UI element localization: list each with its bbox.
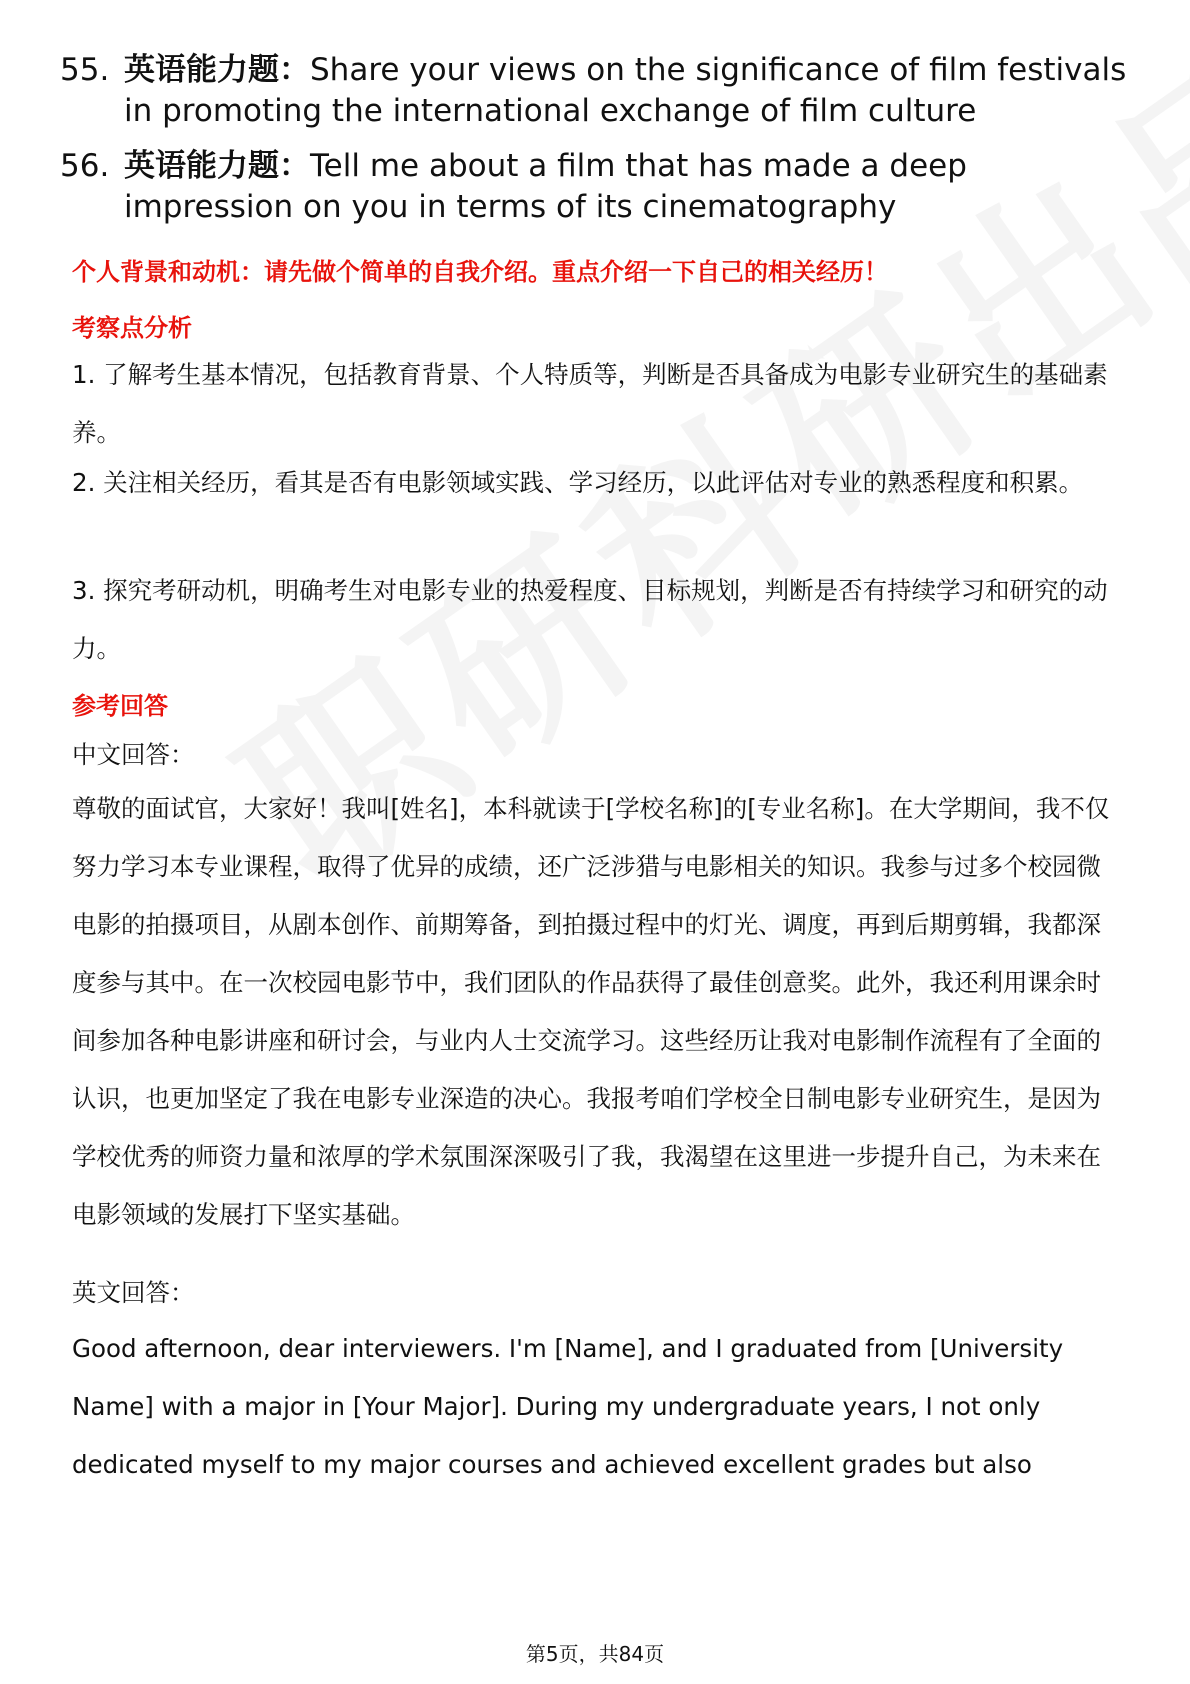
section-title: 个人背景和动机：请先做个简单的自我介绍。重点介绍一下自己的相关经历！ (72, 258, 888, 286)
question-56 (60, 146, 1140, 228)
chinese-answer-label: 中文回答： (72, 740, 195, 769)
question-label: 英语能力题： (124, 52, 310, 88)
analysis-point-1: 1. 了解考生基本情况，包括教育背景、个人特质等，判断是否具备成为电影专业研究生的基础素养。 (72, 360, 1108, 447)
question-number: 56. (60, 148, 110, 184)
analysis-point-3: 3. 探究考研动机，明确考生对电影专业的热爱程度、目标规划，判断是否有持续学习和研究的动力。 (72, 576, 1108, 663)
question-label: 英语能力题： (124, 148, 310, 184)
question-body (124, 146, 1140, 228)
analysis-heading: 考察点分析 (72, 314, 192, 342)
analysis-point-2: 2. 关注相关经历，看其是否有电影领域实践、学习经历，以此评估对专业的熟悉程度和积累。 (72, 468, 1084, 497)
page-footer: 第5页，共84页 (525, 1642, 665, 1666)
question-text: Share your views on the significance of film festivals in promoting the international exchange of film culture (124, 52, 1127, 129)
english-answer-text: Good afternoon, dear interviewers. I'm [Name], and I graduated from [University Name] with a major in [Your Major]. During my undergraduate years, I not only dedicated myself to my major courses and achieved excellent grades but also (72, 1334, 1064, 1479)
english-answer-label: 英文回答： (72, 1278, 195, 1307)
question-55 (60, 50, 1140, 132)
reference-heading: 参考回答 (72, 692, 168, 720)
question-number: 55. (60, 52, 110, 88)
question-body (124, 50, 1140, 132)
chinese-answer-text: 尊敬的面试官，大家好！我叫[姓名]，本科就读于[学校名称]的[专业名称]。在大学期间，我不仅努力学习本专业课程，取得了优异的成绩，还广泛涉猎与电影相关的知识。我参与过多个校园微电影的拍摄项目，从剧本创作、前期筹备，到拍摄过程中的灯光、调度，再到后期剪辑，我都深度参与其中。在一次校园电影节中，我们团队的作品获得了最佳创意奖。此外，我还利用课余时间参加各种电影讲座和研讨会，与业内人士交流学习。这些经历让我对电影制作流程有了全面的认识，也更加坚定了我在电影专业深造的决心。我报考咱们学校全日制电影专业研究生，是因为学校优秀的师资力量和浓厚的学术氛围深深吸引了我，我渴望在这里进一步提升自己，为未来在电影领域的发展打下坚实基础。 (72, 794, 1110, 1229)
question-text: Tell me about a film that has made a deep impression on you in terms of its cinematography (124, 148, 967, 225)
